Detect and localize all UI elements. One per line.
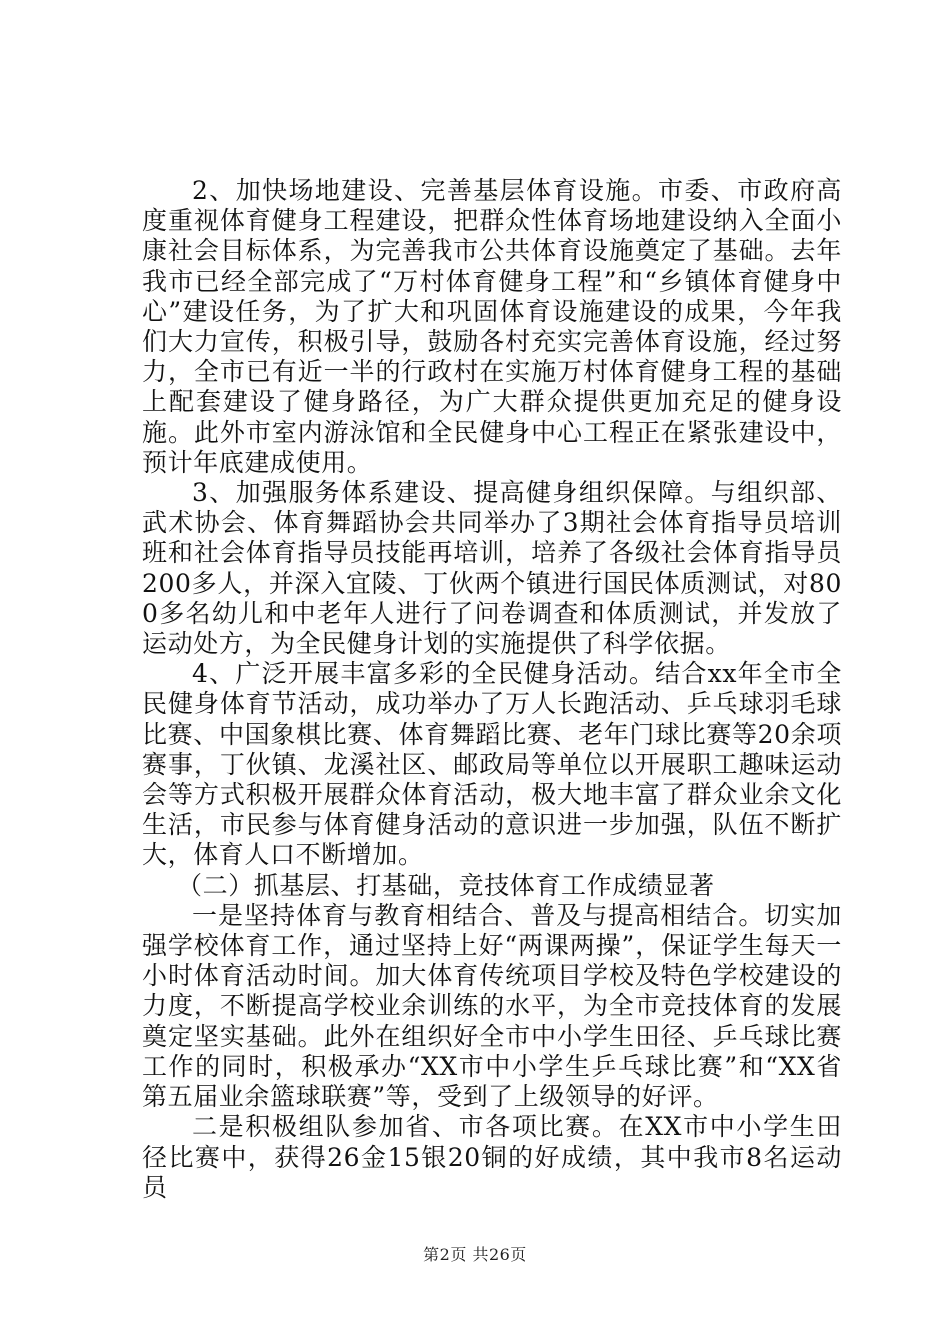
section-heading-competitive-sports: （二）抓基层、打基础，竞技体育工作成绩显著	[177, 870, 715, 900]
page-number-footer: 第2页 共26页	[423, 1245, 527, 1264]
document-body	[142, 176, 842, 1203]
paragraph-fitness-activities: 4、广泛开展丰富多彩的全民健身活动。结合xx年全市全民健身体育节活动，成功举办了万人长跑活动、乒乓球羽毛球比赛、中国象棋比赛、体育舞蹈比赛、老年门球比赛等20余项赛事，丁伙镇、龙溪社区、邮政局等单位以开展职工趣味运动会等方式积极开展群众体育活动，极大地丰富了群众业余文化生活，市民参与体育健身活动的意识进一步加强，队伍不断扩大，体育人口不断增加。	[142, 659, 842, 870]
paragraph-site-construction: 2、加快场地建设、完善基层体育设施。市委、市政府高度重视体育健身工程建设，把群众性体育场地建设纳入全面小康社会目标体系，为完善我市公共体育设施奠定了基础。去年我市已经全部完成了“万村体育健身工程”和“乡镇体育健身中心”建设任务，为了扩大和巩固体育设施建设的成果，今年我们大力宣传，积极引导，鼓励各村充实完善体育设施，经过努力，全市已有近一半的行政村在实施万村体育健身工程的基础上配套建设了健身路径，为广大群众提供更加充足的健身设施。此外市室内游泳馆和全民健身中心工程正在紧张建设中，预计年底建成使用。	[142, 176, 842, 477]
paragraph-school-sports: 一是坚持体育与教育相结合、普及与提高相结合。切实加强学校体育工作，通过坚持上好“两课两操”，保证学生每天一小时体育活动时间。加大体育传统项目学校及特色学校建设的力度，不断提高学校业余训练的水平，为全市竞技体育的发展奠定坚实基础。此外在组织好全市中小学生田径、乒乓球比赛工作的同时，积极承办“XX市中小学生乒乓球比赛”和“XX省第五届业余篮球联赛”等，受到了上级领导的好评。	[142, 900, 842, 1112]
paragraph-competitions: 二是积极组队参加省、市各项比赛。在XX市中小学生田径比赛中，获得26金15银20铜的好成绩，其中我市8名运动员	[142, 1112, 842, 1202]
paragraph-service-system: 3、加强服务体系建设、提高健身组织保障。与组织部、武术协会、体育舞蹈协会共同举办了3期社会体育指导员培训班和社会体育指导员技能再培训，培养了各级社会体育指导员200多人，并深入宜陵、丁伙两个镇进行国民体质测试，对800多名幼儿和中老年人进行了问卷调查和体质测试，并发放了运动处方，为全民健身计划的实施提供了科学依据。	[142, 478, 842, 659]
